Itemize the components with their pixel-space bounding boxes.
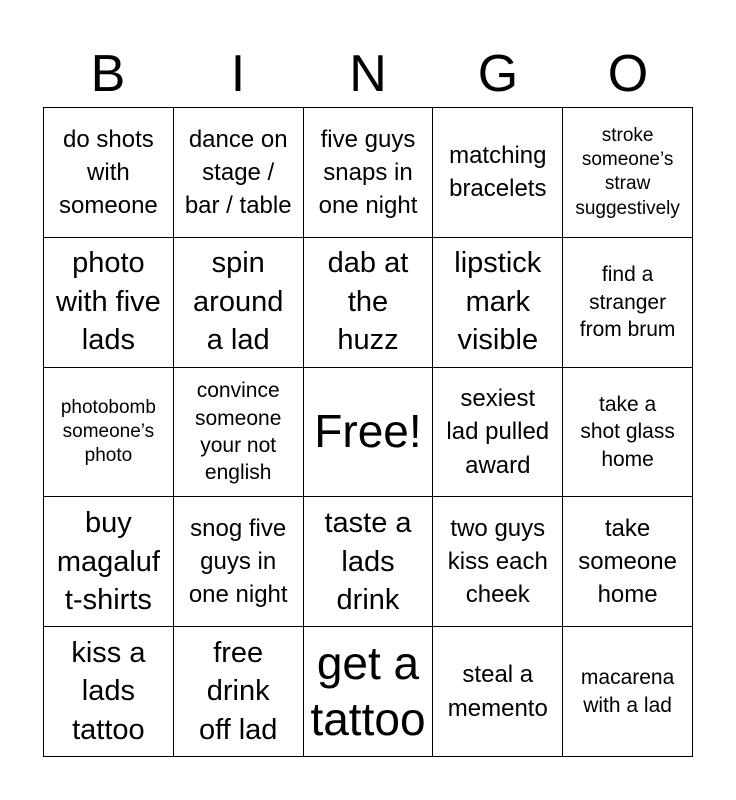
bingo-cell[interactable] xyxy=(304,497,434,627)
bingo-cell[interactable] xyxy=(44,108,174,238)
bingo-cell[interactable] xyxy=(563,238,693,368)
bingo-cell[interactable] xyxy=(174,108,304,238)
bingo-cell[interactable] xyxy=(304,108,434,238)
cell-text: do shots with someone xyxy=(59,125,158,219)
bingo-header xyxy=(43,40,693,108)
bingo-cell[interactable] xyxy=(433,108,563,238)
free-space-label: Free! xyxy=(314,405,422,458)
bingo-cell[interactable] xyxy=(433,368,563,498)
header-letter-i: I xyxy=(230,45,246,103)
cell-text: stroke someone’s straw suggestively xyxy=(575,124,680,219)
bingo-cell[interactable] xyxy=(563,627,693,757)
cell-text: steal a memento xyxy=(447,661,548,722)
bingo-cell[interactable] xyxy=(563,368,693,498)
cell-text: take someone home xyxy=(578,515,677,609)
cell-text: lipstick mark visible xyxy=(454,247,542,357)
bingo-cell[interactable] xyxy=(44,497,174,627)
header-letter-b: B xyxy=(90,45,126,103)
cell-text: dab at the huzz xyxy=(327,247,409,357)
cell-text: sexiest lad pulled award xyxy=(446,385,550,479)
bingo-cell[interactable] xyxy=(563,497,693,627)
bingo-grid xyxy=(43,107,693,757)
cell-text: kiss a lads tattoo xyxy=(71,636,146,746)
cell-text: photo with five lads xyxy=(56,247,161,357)
cell-text: two guys kiss each cheek xyxy=(447,515,548,609)
cell-text: macarena with a lad xyxy=(580,666,675,717)
header-letter-o: O xyxy=(607,45,649,103)
bingo-cell[interactable] xyxy=(563,108,693,238)
header-letter-n: N xyxy=(349,45,387,103)
cell-text: snog five guys in one night xyxy=(188,515,288,609)
cell-text: get a tattoo xyxy=(310,637,426,745)
header-letter-g: G xyxy=(477,45,519,103)
cell-text: dance on stage / bar / table xyxy=(184,125,292,219)
cell-text: five guys snaps in one night xyxy=(318,125,418,219)
cell-text: take a shot glass home xyxy=(580,393,675,471)
cell-text: matching bracelets xyxy=(449,142,547,203)
cell-text: photobomb someone’s photo xyxy=(60,396,156,467)
bingo-cell[interactable] xyxy=(174,238,304,368)
bingo-cell[interactable] xyxy=(174,627,304,757)
bingo-cell[interactable] xyxy=(174,497,304,627)
bingo-cell[interactable] xyxy=(44,368,174,498)
bingo-cell[interactable] xyxy=(433,497,563,627)
bingo-cell[interactable] xyxy=(174,368,304,498)
bingo-cell[interactable] xyxy=(433,627,563,757)
cell-text: find a stranger from brum xyxy=(579,263,676,341)
cell-text: free drink off lad xyxy=(198,636,278,746)
bingo-cell[interactable] xyxy=(433,238,563,368)
cell-text: convince someone your not english xyxy=(195,379,282,485)
cell-text: buy magaluf t-shirts xyxy=(56,506,160,617)
cell-text: taste a lads drink xyxy=(324,506,412,617)
bingo-cell[interactable] xyxy=(44,238,174,368)
free-space[interactable] xyxy=(304,368,434,498)
bingo-cell[interactable] xyxy=(304,238,434,368)
cell-text: spin around a lad xyxy=(193,247,284,357)
bingo-cell[interactable] xyxy=(304,627,434,757)
bingo-cell[interactable] xyxy=(44,627,174,757)
